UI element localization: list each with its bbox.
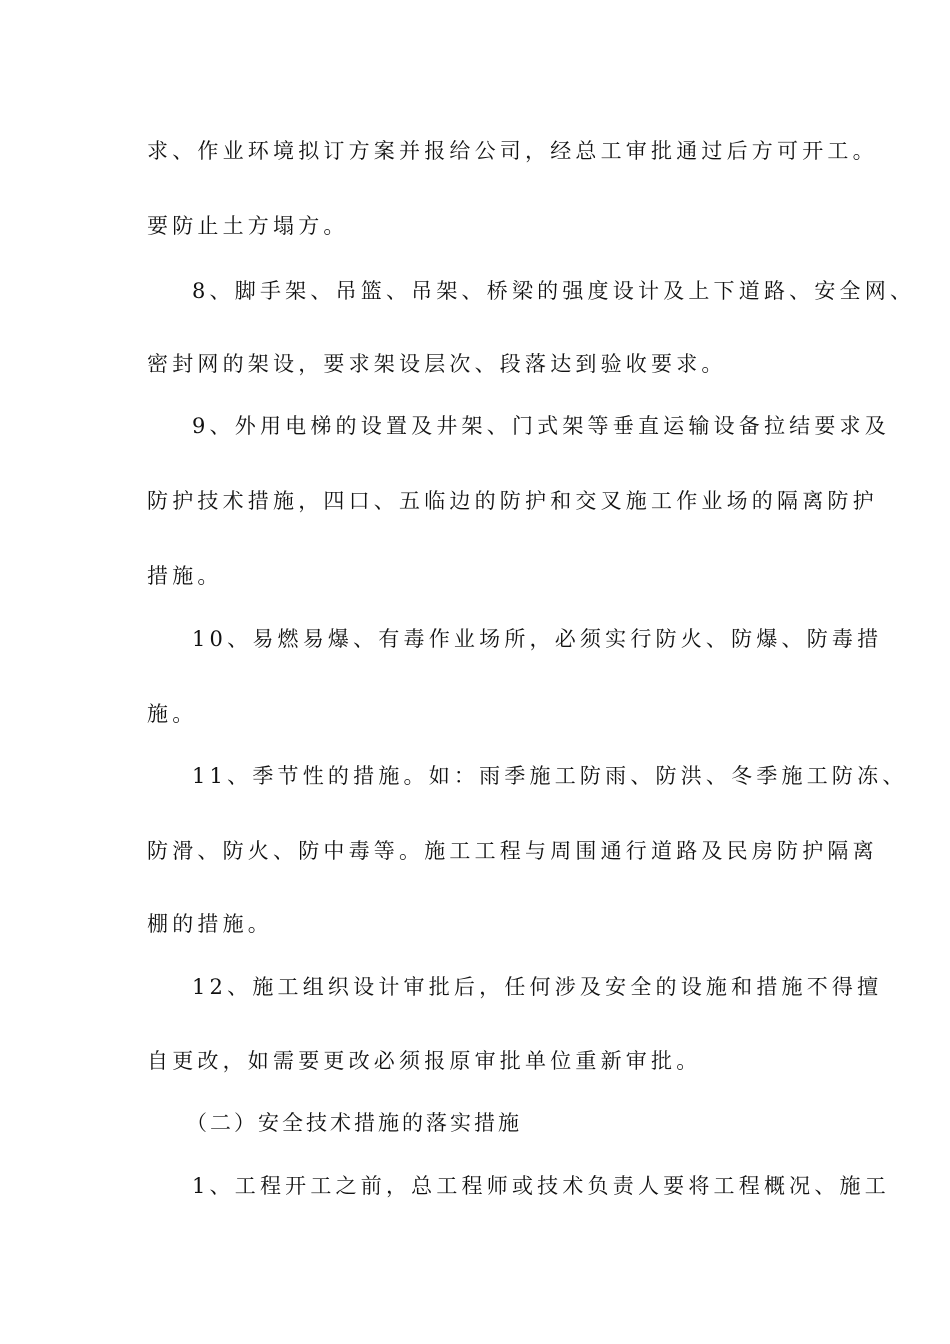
body-text-line: 防护技术措施，四口、五临边的防护和交叉施工作业场的隔离防护 bbox=[147, 489, 878, 513]
body-text-line: 防滑、防火、防中毒等。施工工程与周围通行道路及民房防护隔离 bbox=[147, 839, 878, 863]
list-item-10-line: 10、易燃易爆、有毒作业场所，必须实行防火、防爆、防毒措 bbox=[192, 627, 883, 651]
body-text-line: 求、作业环境拟订方案并报给公司，经总工审批通过后方可开工。 bbox=[147, 139, 878, 163]
list-item-1-line: 1、工程开工之前，总工程师或技术负责人要将工程概况、施工 bbox=[192, 1174, 890, 1198]
list-item-11-line: 11、季节性的措施。如：雨季施工防雨、防洪、冬季施工防冻、 bbox=[192, 764, 908, 788]
body-text-line: 措施。 bbox=[147, 564, 223, 588]
section-heading: （二）安全技术措施的落实措施 bbox=[186, 1111, 522, 1135]
body-text-line: 施。 bbox=[147, 702, 198, 726]
body-text-line: 棚的措施。 bbox=[147, 912, 273, 936]
body-text-line: 自更改，如需要更改必须报原审批单位重新审批。 bbox=[147, 1049, 702, 1073]
list-item-9-line: 9、外用电梯的设置及井架、门式架等垂直运输设备拉结要求及 bbox=[192, 414, 890, 438]
list-item-12-line: 12、施工组织设计审批后，任何涉及安全的设施和措施不得擅 bbox=[192, 975, 883, 999]
body-text-line: 密封网的架设，要求架设层次、段落达到验收要求。 bbox=[147, 352, 727, 376]
list-item-8-line: 8、脚手架、吊篮、吊架、桥梁的强度设计及上下道路、安全网、 bbox=[192, 279, 916, 303]
body-text-line: 要防止土方塌方。 bbox=[147, 214, 349, 238]
